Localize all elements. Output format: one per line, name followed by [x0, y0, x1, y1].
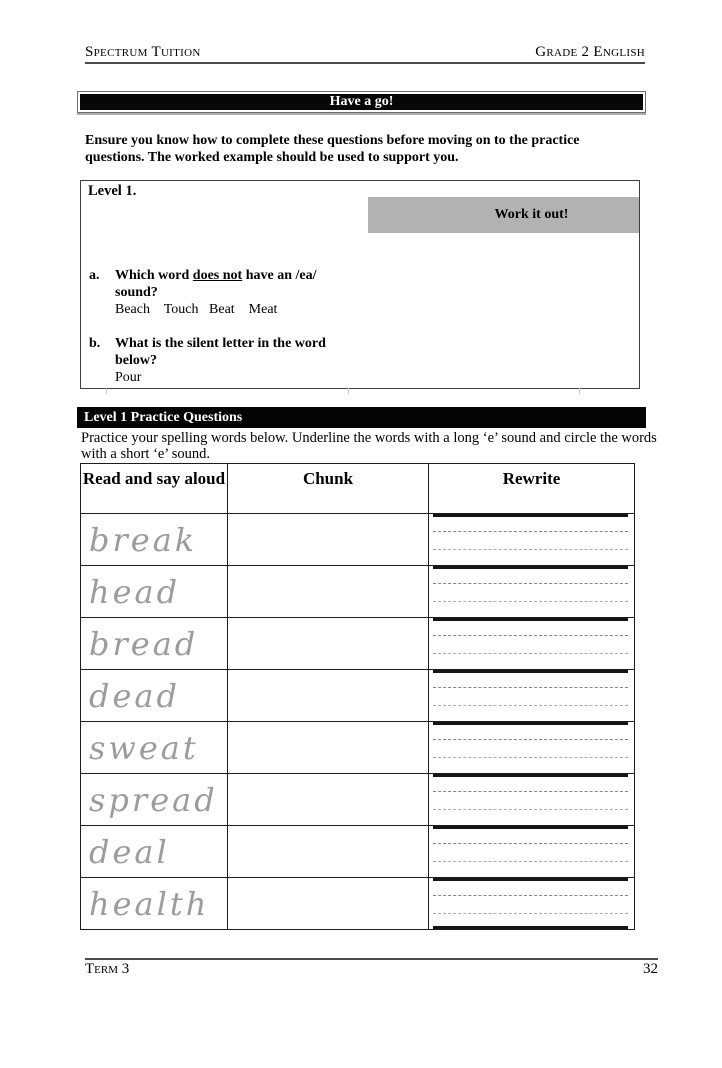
have-a-go-banner: [77, 91, 646, 113]
handwriting-guide: [429, 774, 634, 825]
question-a-text-pre: Which word: [115, 268, 193, 283]
practice-questions-banner: [77, 407, 646, 428]
table-row: [81, 514, 635, 566]
guide-top-line: [433, 878, 628, 881]
trace-word: bread: [81, 618, 228, 670]
question-b-marker: b.: [89, 336, 101, 351]
guide-mid-line: [433, 687, 628, 688]
handwriting-guide: [429, 722, 634, 773]
table-row: [81, 826, 635, 878]
guide-mid-line: [433, 791, 628, 792]
column-header-read-aloud: Read and say aloud: [81, 464, 228, 514]
question-b-text-line2: below?: [115, 353, 157, 368]
handwriting-guide: [429, 514, 634, 565]
chunk-cell: [228, 878, 429, 930]
cropped-table-tick: [106, 388, 107, 394]
guide-mid-line: [433, 843, 628, 844]
guide-top-line: [433, 722, 628, 725]
trace-word: dead: [81, 670, 228, 722]
column-header-rewrite: Rewrite: [429, 464, 635, 514]
question-b: [89, 335, 379, 386]
handwriting-guide: [429, 670, 634, 721]
guide-mid-line: [433, 653, 628, 654]
chunk-cell: [228, 774, 429, 826]
guide-mid-line: [433, 739, 628, 740]
question-a: [89, 267, 379, 318]
table-row: [81, 566, 635, 618]
guide-mid-line: [433, 635, 628, 636]
question-b-body: [115, 335, 326, 386]
rewrite-cell: [429, 722, 635, 774]
chunk-cell: [228, 722, 429, 774]
guide-base-line: [433, 926, 628, 929]
have-a-go-banner-label: Have a go!: [329, 94, 394, 109]
question-a-body: [115, 267, 316, 318]
question-b-text: [115, 335, 326, 369]
guide-top-line: [433, 618, 628, 621]
rewrite-cell: [429, 878, 635, 930]
work-it-out-banner: [368, 197, 639, 233]
rewrite-cell: [429, 826, 635, 878]
guide-top-line: [433, 566, 628, 569]
question-a-text: [115, 267, 316, 301]
cropped-table-tick: [348, 388, 349, 394]
guide-mid-line: [433, 861, 628, 862]
guide-mid-line: [433, 583, 628, 584]
rewrite-cell: [429, 774, 635, 826]
handwriting-guide: [429, 566, 634, 617]
table-row: [81, 722, 635, 774]
guide-mid-line: [433, 895, 628, 896]
guide-top-line: [433, 670, 628, 673]
question-a-text-underlined: does not: [192, 268, 243, 283]
guide-mid-line: [433, 601, 628, 602]
guide-top-line: [433, 826, 628, 829]
table-row: [81, 618, 635, 670]
chunk-cell: [228, 618, 429, 670]
handwriting-guide: [429, 878, 634, 929]
header-brand: Spectrum Tuition: [85, 44, 201, 60]
footer-page-number: 32: [643, 961, 658, 977]
intro-paragraph: Ensure you know how to complete these questions before moving on to the practice questions. The worked example should be used to support you.: [85, 133, 580, 165]
worked-example-box: [80, 180, 640, 389]
footer-term: Term 3: [85, 961, 130, 977]
rewrite-cell: [429, 514, 635, 566]
question-b-text-line1: What is the silent letter in the word: [115, 336, 326, 351]
header-subject: Grade 2 English: [535, 44, 645, 60]
trace-word: deal: [81, 826, 228, 878]
chunk-cell: [228, 826, 429, 878]
spelling-practice-table: [80, 463, 635, 930]
guide-top-line: [433, 514, 628, 517]
question-a-options: Beach Touch Beat Meat: [115, 302, 278, 317]
question-a-marker: a.: [89, 268, 100, 283]
column-header-chunk: Chunk: [228, 464, 429, 514]
guide-mid-line: [433, 757, 628, 758]
rewrite-cell: [429, 566, 635, 618]
rewrite-cell: [429, 618, 635, 670]
trace-word: sweat: [81, 722, 228, 774]
page-header: [85, 44, 645, 64]
chunk-cell: [228, 514, 429, 566]
question-b-word: Pour: [115, 370, 142, 385]
handwriting-guide: [429, 618, 634, 669]
rewrite-cell: [429, 670, 635, 722]
table-header-row: [81, 464, 635, 514]
question-a-text-line2: sound?: [115, 285, 158, 300]
trace-word: spread: [81, 774, 228, 826]
chunk-cell: [228, 566, 429, 618]
chunk-cell: [228, 670, 429, 722]
trace-word: health: [81, 878, 228, 930]
table-row: [81, 878, 635, 930]
worked-questions: [89, 267, 379, 386]
cropped-table-tick: [579, 388, 580, 394]
guide-mid-line: [433, 531, 628, 532]
table-row: [81, 774, 635, 826]
page-footer: [85, 958, 658, 978]
question-a-text-post: have an /ea/: [242, 268, 317, 283]
guide-top-line: [433, 774, 628, 777]
trace-word: break: [81, 514, 228, 566]
handwriting-guide: [429, 826, 634, 877]
work-it-out-label: Work it out!: [494, 207, 569, 222]
guide-mid-line: [433, 549, 628, 550]
table-row: [81, 670, 635, 722]
level-label: Level 1.: [88, 183, 137, 199]
guide-mid-line: [433, 809, 628, 810]
guide-mid-line: [433, 705, 628, 706]
guide-mid-line: [433, 913, 628, 914]
practice-instructions: Practice your spelling words below. Underline the words with a long ‘e’ sound and circle the words with a short ‘e’ sound.: [81, 430, 657, 462]
trace-word: head: [81, 566, 228, 618]
practice-questions-banner-label: Level 1 Practice Questions: [84, 409, 243, 425]
